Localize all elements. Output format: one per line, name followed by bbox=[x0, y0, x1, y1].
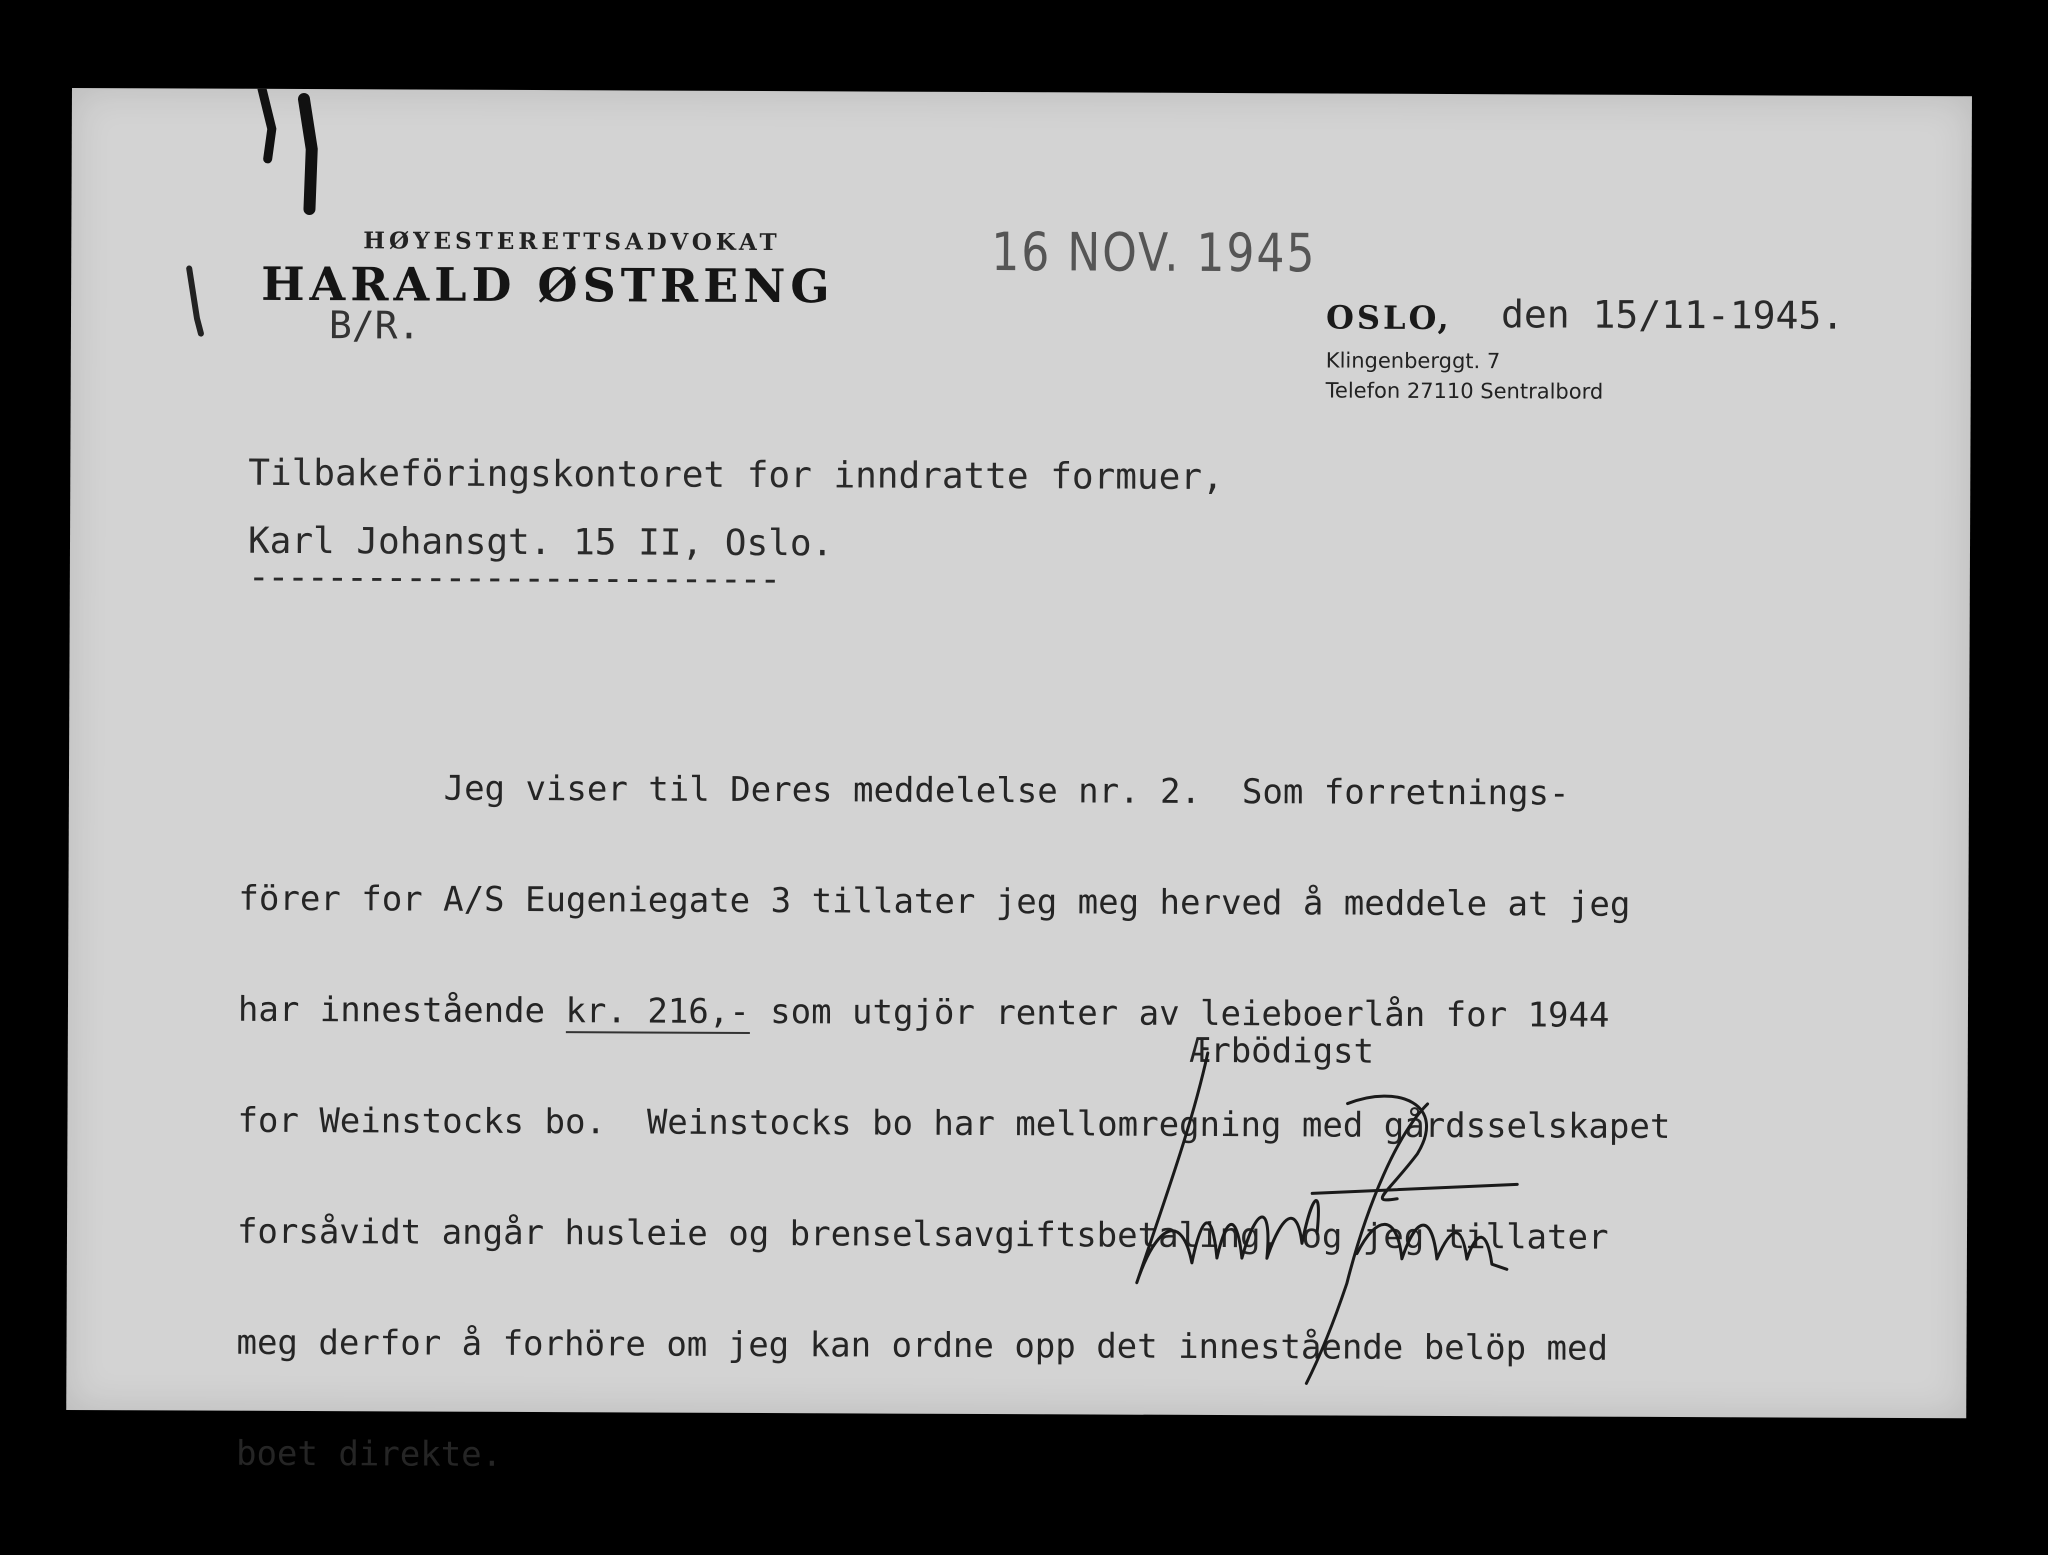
body-line: boet direkte. bbox=[235, 1433, 503, 1475]
letter-date: den 15/11-1945. bbox=[1500, 292, 1845, 338]
body-line: Jeg viser til Deres meddelelse nr. 2. Som forretnings- bbox=[238, 767, 1570, 814]
letter-page bbox=[66, 88, 1972, 1475]
received-date-stamp: 16 NOV. 1945 bbox=[991, 222, 1317, 285]
letterhead-name: HARALD ØSTRENG bbox=[261, 256, 835, 314]
recipient-underline: --------------------------- bbox=[247, 556, 780, 601]
handwritten-signature bbox=[1096, 1042, 1578, 1404]
body-text: har innestående bbox=[237, 989, 566, 1032]
letter-body bbox=[236, 696, 1890, 1554]
body-line: meg derfor å forhöre om jeg kan ordne opp det innestående belöp med bbox=[236, 1322, 1609, 1369]
body-line: förer for A/S Eugeniegate 3 tillater jeg meg herved å meddele at jeg bbox=[238, 878, 1631, 925]
letterhead-title: HØYESTERETTSADVOKAT bbox=[363, 227, 781, 257]
closing-salutation: Ærbödigst bbox=[1189, 1030, 1375, 1072]
recipient-name: Tilbakeföringskontoret for inndratte formuer, bbox=[248, 452, 1224, 499]
body-line: for Weinstocks bo. Weinstocks bo har mellomregning med gårdsselskapet bbox=[237, 1100, 1671, 1147]
letterhead-phone: Telefon 27110 Sentralbord bbox=[1325, 378, 1604, 404]
reference-code: B/R. bbox=[328, 303, 421, 348]
letterhead-city: OSLO, bbox=[1325, 298, 1452, 338]
body-line: forsåvidt angår husleie og brenselsavgiftsbetaling, og jeg tillater bbox=[236, 1211, 1609, 1258]
body-line bbox=[237, 989, 1888, 1036]
amount-underlined: kr. 216,- bbox=[565, 991, 750, 1032]
recipient-address: Karl Johansgt. 15 II, Oslo. bbox=[247, 520, 834, 565]
letterhead-address: Klingenberggt. 7 bbox=[1325, 348, 1501, 374]
body-text: som utgjör renter av leieboerlån for 1944 bbox=[749, 991, 1610, 1036]
